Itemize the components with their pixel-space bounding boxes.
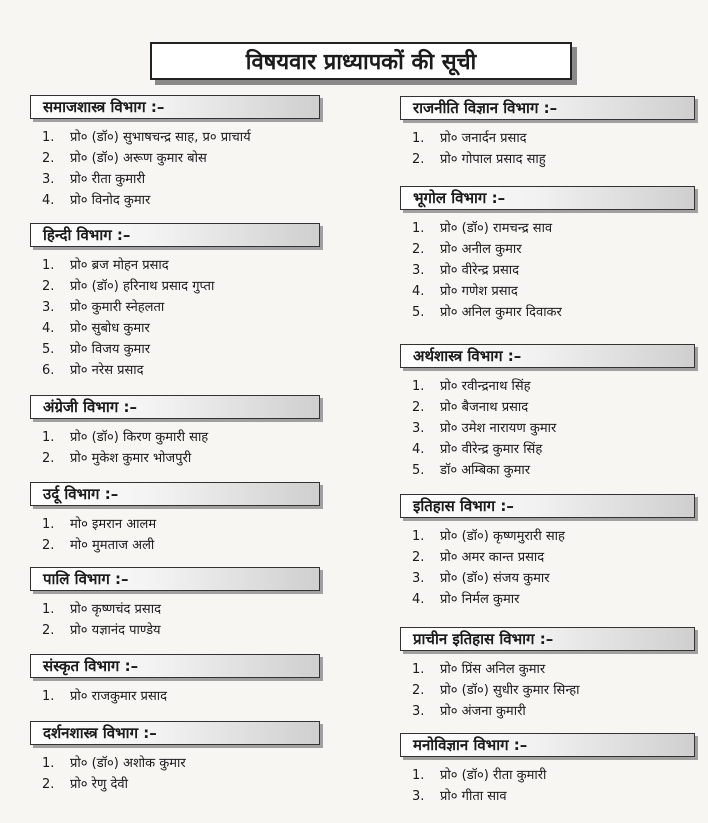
faculty-name: प्रो० यज्ञानंद पाण्डेय [70, 623, 161, 638]
faculty-list [400, 128, 695, 170]
faculty-name: प्रो० विनोद कुमार [70, 193, 151, 208]
page-title [150, 42, 572, 80]
department-heading: मनोविज्ञान विभाग :– [400, 733, 695, 757]
list-item [30, 339, 320, 360]
faculty-name: प्रो० रवीन्द्रनाथ सिंह [440, 379, 531, 394]
faculty-name: प्रो० (डॉ०) अशोक कुमार [70, 756, 186, 771]
list-item [30, 599, 320, 620]
faculty-list [400, 659, 695, 722]
list-item [30, 774, 320, 795]
faculty-list [30, 127, 320, 211]
list-item [30, 190, 320, 211]
list-item [30, 620, 320, 641]
list-item [30, 427, 320, 448]
faculty-name: प्रो० (डॉ०) सुभाषचन्द्र साह, प्र० प्राचार्य [70, 130, 251, 145]
department-section [30, 567, 320, 641]
item-number: 4. [42, 193, 55, 208]
list-item [30, 318, 320, 339]
item-number: 2. [412, 152, 425, 167]
list-item [30, 448, 320, 469]
faculty-name: प्रो० अनील कुमार [440, 242, 522, 257]
list-item [30, 535, 320, 556]
item-number: 2. [42, 151, 55, 166]
list-item [400, 260, 695, 281]
department-section [30, 223, 320, 381]
item-number: 2. [412, 550, 425, 565]
item-number: 6. [42, 363, 55, 378]
department-heading: इतिहास विभाग :– [400, 494, 695, 518]
department-section [400, 627, 695, 722]
item-number: 1. [42, 430, 55, 445]
faculty-name: प्रो० वीरेन्द्र प्रसाद [440, 263, 520, 278]
faculty-name: प्रो० (डॉ०) हरिनाथ प्रसाद गुप्ता [70, 279, 215, 294]
list-item [400, 659, 695, 680]
faculty-name: डॉ० अम्बिका कुमार [440, 463, 531, 478]
list-item [400, 281, 695, 302]
faculty-list [30, 599, 320, 641]
item-number: 1. [412, 221, 425, 236]
item-number: 3. [412, 704, 425, 719]
list-item [400, 568, 695, 589]
faculty-name: प्रो० (डॉ०) किरण कुमारी साह [70, 430, 209, 445]
faculty-list [30, 427, 320, 469]
department-heading: संस्कृत विभाग :– [30, 654, 320, 678]
faculty-list [30, 686, 320, 707]
faculty-name: प्रो० नरेस प्रसाद [70, 363, 144, 378]
item-number: 2. [42, 623, 55, 638]
faculty-name: प्रो० (डॉ०) रीता कुमारी [440, 768, 547, 783]
list-item [400, 680, 695, 701]
list-item [400, 418, 695, 439]
faculty-name: प्रो० कृष्णचंद प्रसाद [70, 602, 161, 617]
faculty-name: मो० इमरान आलम [70, 517, 157, 532]
list-item [400, 376, 695, 397]
faculty-name: प्रो० वीरेन्द्र कुमार सिंह [440, 442, 543, 457]
list-item [400, 547, 695, 568]
department-section [30, 95, 320, 211]
department-heading: समाजशास्त्र विभाग :– [30, 95, 320, 119]
item-number: 1. [412, 768, 425, 783]
department-section [400, 96, 695, 170]
list-item [30, 360, 320, 381]
item-number: 2. [42, 538, 55, 553]
faculty-name: प्रो० गोपाल प्रसाद साहु [440, 152, 546, 167]
department-heading: अंग्रेजी विभाग :– [30, 395, 320, 419]
faculty-name: प्रो० विजय कुमार [70, 342, 151, 357]
faculty-name: प्रो० अंजना कुमारी [440, 704, 526, 719]
department-section [400, 344, 695, 481]
list-item [30, 276, 320, 297]
faculty-name: प्रो० (डॉ०) कृष्णमुरारी साह [440, 529, 565, 544]
faculty-name: प्रो० रेणु देवी [70, 777, 129, 792]
list-item [400, 701, 695, 722]
faculty-name: प्रो० (डॉ०) सुधीर कुमार सिन्हा [440, 683, 580, 698]
list-item [400, 460, 695, 481]
item-number: 2. [42, 777, 55, 792]
faculty-name: प्रो० अमर कान्त प्रसाद [440, 550, 545, 565]
item-number: 1. [42, 602, 55, 617]
list-item [400, 526, 695, 547]
item-number: 5. [412, 463, 425, 478]
faculty-name: प्रो० मुकेश कुमार भोजपुरी [70, 451, 192, 466]
department-section [30, 395, 320, 469]
item-number: 4. [412, 284, 425, 299]
faculty-name: प्रो० उमेश नारायण कुमार [440, 421, 557, 436]
list-item [30, 127, 320, 148]
item-number: 1. [42, 517, 55, 532]
list-item [400, 786, 695, 807]
department-heading: राजनीति विज्ञान विभाग :– [400, 96, 695, 120]
faculty-name: प्रो० जनार्दन प्रसाद [440, 131, 527, 146]
item-number: 3. [412, 421, 425, 436]
department-section [30, 721, 320, 795]
faculty-name: प्रो० गीता साव [440, 789, 507, 804]
faculty-list [400, 376, 695, 481]
department-heading: दर्शनशास्त्र विभाग :– [30, 721, 320, 745]
item-number: 4. [412, 442, 425, 457]
page-title-text: विषयवार प्राध्यापकों की सूची [245, 50, 477, 75]
item-number: 5. [412, 305, 425, 320]
faculty-name: प्रो० (डॉ०) संजय कुमार [440, 571, 550, 586]
department-heading: पालि विभाग :– [30, 567, 320, 591]
faculty-list [400, 218, 695, 323]
department-heading: हिन्दी विभाग :– [30, 223, 320, 247]
list-item [400, 128, 695, 149]
department-heading: प्राचीन इतिहास विभाग :– [400, 627, 695, 651]
item-number: 1. [412, 662, 425, 677]
list-item [30, 297, 320, 318]
item-number: 4. [412, 592, 425, 607]
item-number: 3. [412, 263, 425, 278]
faculty-list [400, 765, 695, 807]
faculty-name: प्रो० (डॉ०) रामचन्द्र साव [440, 221, 553, 236]
department-section [400, 733, 695, 807]
faculty-name: प्रो० अनिल कुमार दिवाकर [440, 305, 562, 320]
list-item [400, 302, 695, 323]
list-item [30, 169, 320, 190]
faculty-name: प्रो० राजकुमार प्रसाद [70, 689, 168, 704]
list-item [400, 397, 695, 418]
item-number: 2. [412, 400, 425, 415]
faculty-list [30, 514, 320, 556]
item-number: 2. [412, 242, 425, 257]
list-item [400, 589, 695, 610]
list-item [30, 686, 320, 707]
list-item [400, 765, 695, 786]
item-number: 3. [412, 789, 425, 804]
item-number: 1. [42, 756, 55, 771]
item-number: 2. [42, 279, 55, 294]
faculty-list [400, 526, 695, 610]
department-heading: अर्थशास्त्र विभाग :– [400, 344, 695, 368]
faculty-list [30, 255, 320, 381]
faculty-name: प्रो० निर्मल कुमार [440, 592, 520, 607]
department-section [400, 186, 695, 323]
list-item [30, 753, 320, 774]
list-item [400, 218, 695, 239]
list-item [30, 148, 320, 169]
faculty-name: प्रो० ब्रज मोहन प्रसाद [70, 258, 169, 273]
item-number: 1. [412, 379, 425, 394]
faculty-name: प्रो० प्रिंस अनिल कुमार [440, 662, 546, 677]
faculty-name: प्रो० गणेश प्रसाद [440, 284, 518, 299]
item-number: 1. [42, 130, 55, 145]
list-item [30, 255, 320, 276]
item-number: 2. [412, 683, 425, 698]
item-number: 3. [42, 172, 55, 187]
faculty-name: प्रो० (डॉ०) अरूण कुमार बोस [70, 151, 207, 166]
list-item [30, 514, 320, 535]
item-number: 1. [42, 258, 55, 273]
item-number: 1. [42, 689, 55, 704]
item-number: 1. [412, 529, 425, 544]
item-number: 1. [412, 131, 425, 146]
item-number: 4. [42, 321, 55, 336]
faculty-name: प्रो० सुबोध कुमार [70, 321, 150, 336]
department-section [400, 494, 695, 610]
department-section [30, 654, 320, 707]
faculty-name: प्रो० रीता कुमारी [70, 172, 146, 187]
department-heading: भूगोल विभाग :– [400, 186, 695, 210]
faculty-name: प्रो० कुमारी स्नेहलता [70, 300, 165, 315]
department-heading: उर्दू विभाग :– [30, 482, 320, 506]
list-item [400, 439, 695, 460]
faculty-name: मो० मुमताज अली [70, 538, 155, 553]
faculty-name: प्रो० बैजनाथ प्रसाद [440, 400, 529, 415]
item-number: 2. [42, 451, 55, 466]
faculty-list [30, 753, 320, 795]
item-number: 3. [42, 300, 55, 315]
list-item [400, 149, 695, 170]
item-number: 3. [412, 571, 425, 586]
department-section [30, 482, 320, 556]
item-number: 5. [42, 342, 55, 357]
list-item [400, 239, 695, 260]
